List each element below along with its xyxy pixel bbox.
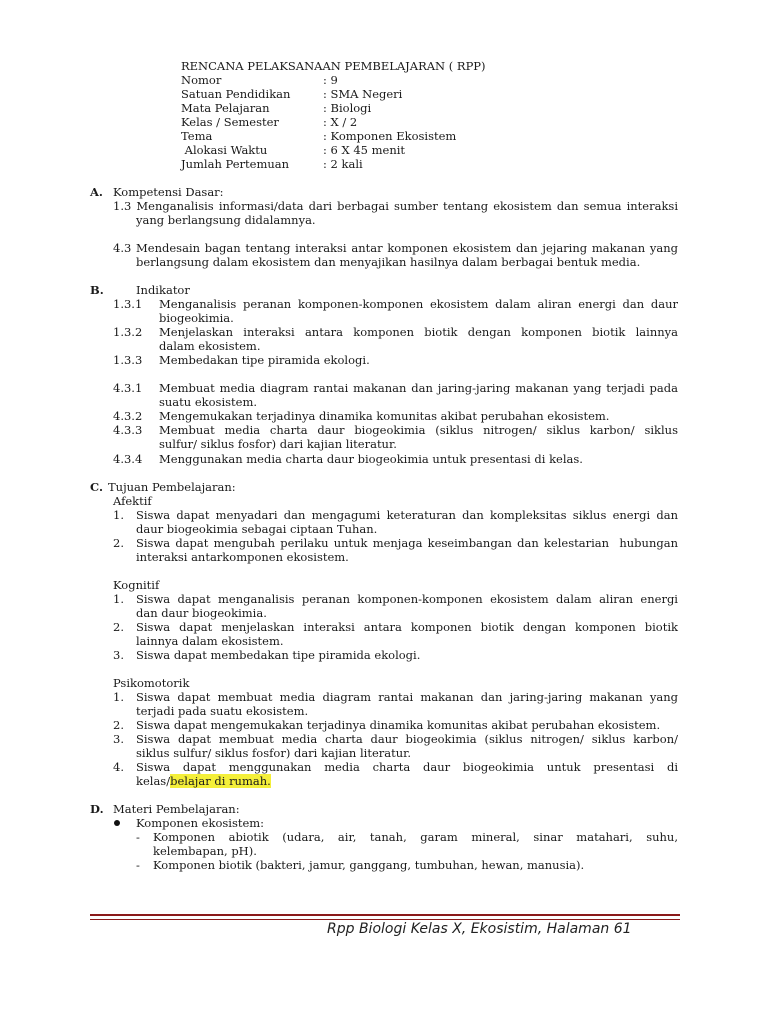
list-num: 3. [113,648,124,662]
indikator-line1: Membedakan tipe piramida ekologi. [159,353,370,367]
kd-1-3-line1: 1.3 Menganalisis informasi/data dari berbagai sumber tentang ekosistem dan semua interaksi [113,199,678,213]
section-c-title: Tujuan Pembelajaran: [108,480,236,494]
indikator-line1: Menggunakan media charta daur biogeokimia untuk presentasi di kelas. [159,452,583,466]
section-b-title: Indikator [136,283,190,297]
indikator-num: 4.3.4 [113,452,143,466]
list-num: 2. [113,536,124,550]
list-line1: Siswa dapat menggunakan media charta daur biogeokimia untuk presentasi di [136,760,678,774]
list-num: 2. [113,718,124,732]
list-num: 1. [113,592,124,606]
list-line2: siklus sulfur/ siklus fosfor) dari kajian literatur. [136,746,412,760]
field-label-nomor: Nomor [181,73,222,87]
list-line1: Siswa dapat menganalisis peranan komponen-komponen ekosistem dalam aliran energi [136,592,678,606]
indikator-num: 4.3.2 [113,409,143,423]
list-line2: lainnya dalam ekosistem. [136,634,284,648]
field-value-pertemuan: : 2 kali [323,157,363,171]
dash-icon: - [136,858,140,872]
field-label-tema: Tema [181,129,213,143]
indikator-line2: dalam ekosistem. [159,339,261,353]
subheading-psikomotorik: Psikomotorik [113,676,190,690]
subheading-afektif: Afektif [113,494,152,508]
list-line1: Siswa dapat mengemukakan terjadinya dinamika komunitas akibat perubahan ekosistem. [136,718,661,732]
indikator-line2: biogeokimia. [159,311,234,325]
list-line2 [136,774,271,788]
field-value-tema: : Komponen Ekosistem [323,129,457,143]
indikator-line1: Menganalisis peranan komponen-komponen ekosistem dalam aliran energi dan daur [159,297,678,311]
list-line1: Siswa dapat membuat media diagram rantai makanan dan jaring-jaring makanan yang [136,690,678,704]
list-line1: Siswa dapat membedakan tipe piramida ekologi. [136,648,421,662]
dash-icon: - [136,830,140,844]
list-line2: dan daur biogeokimia. [136,606,267,620]
list-num: 3. [113,732,124,746]
field-value-mapel: : Biologi [323,101,372,115]
indikator-num: 4.3.1 [113,381,143,395]
indikator-line1: Membuat media diagram rantai makanan dan jaring-jaring makanan yang terjadi pada [159,381,678,395]
indikator-line1: Mengemukakan terjadinya dinamika komunitas akibat perubahan ekosistem. [159,409,610,423]
field-label-mapel: Mata Pelajaran [181,101,270,115]
subheading-kognitif: Kognitif [113,578,160,592]
list-num: 1. [113,508,124,522]
document-title: RENCANA PELAKSANAAN PEMBELAJARAN ( RPP) [181,59,486,73]
list-line2: terjadi pada suatu ekosistem. [136,704,309,718]
list-line2-text: kelas/ [136,774,171,788]
indikator-line2: suatu ekosistem. [159,395,258,409]
list-line2: interaksi antarkomponen ekosistem. [136,550,349,564]
field-value-kelas: : X / 2 [323,115,358,129]
field-value-alokasi: : 6 X 45 menit [323,143,406,157]
indikator-num: 1.3.1 [113,297,143,311]
list-line2: daur biogeokimia sebagai ciptaan Tuhan. [136,522,378,536]
indikator-num: 1.3.3 [113,353,143,367]
field-label-pertemuan: Jumlah Pertemuan [181,157,290,171]
list-line1: Siswa dapat menjelaskan interaksi antara komponen biotik dengan komponen biotik [136,620,678,634]
indikator-line1: Membuat media charta daur biogeokimia (siklus nitrogen/ siklus karbon/ siklus [159,423,678,437]
list-num: 2. [113,620,124,634]
kd-4-3-line1: 4.3 Mendesain bagan tentang interaksi antar komponen ekosistem dan jejaring makanan yang [113,241,678,255]
indikator-line2: sulfur/ siklus fosfor) dari kajian literatur. [159,437,397,451]
kd-1-3-line2: yang berlangsung didalamnya. [136,213,316,227]
field-label-kelas: Kelas / Semester [181,115,279,129]
highlighted-text: belajar di rumah. [170,774,271,788]
field-label-satuan: Satuan Pendidikan [181,87,291,101]
section-a-title: Kompetensi Dasar: [113,185,224,199]
indikator-line1: Menjelaskan interaksi antara komponen biotik dengan komponen biotik lainnya [159,325,678,339]
bullet-icon [114,820,120,826]
list-num: 4. [113,760,124,774]
list-line1: Siswa dapat mengubah perilaku untuk menjaga keseimbangan dan kelestarian hubungan [136,536,678,550]
section-a-letter: A. [90,185,103,199]
footer-text: Rpp Biologi Kelas X, Ekosistim, Halaman 61 [327,921,632,937]
footer-rule-thin [90,919,680,920]
materi-line1: Komponen abiotik (udara, air, tanah, garam mineral, sinar matahari, suhu, [153,830,678,844]
indikator-num: 4.3.3 [113,423,143,437]
list-line1: Siswa dapat menyadari dan mengagumi keteraturan dan kompleksitas siklus energi dan [136,508,678,522]
footer-rule [90,914,680,916]
kd-4-3-line2: berlangsung dalam ekosistem dan menyajikan hasilnya dalam berbagai bentuk media. [136,255,641,269]
section-d-title: Materi Pembelajaran: [113,802,240,816]
field-value-satuan: : SMA Negeri [323,87,403,101]
field-label-alokasi: Alokasi Waktu [181,143,268,157]
bullet-text: Komponen ekosistem: [136,816,265,830]
section-d-letter: D. [90,802,104,816]
list-num: 1. [113,690,124,704]
materi-line1: Komponen biotik (bakteri, jamur, ganggang, tumbuhan, hewan, manusia). [153,858,585,872]
section-c-letter: C. [90,480,103,494]
list-line1: Siswa dapat membuat media charta daur biogeokimia (siklus nitrogen/ siklus karbon/ [136,732,678,746]
materi-line2: kelembapan, pH). [153,844,257,858]
indikator-num: 1.3.2 [113,325,143,339]
section-b-letter: B. [90,283,104,297]
field-value-nomor: : 9 [323,73,338,87]
